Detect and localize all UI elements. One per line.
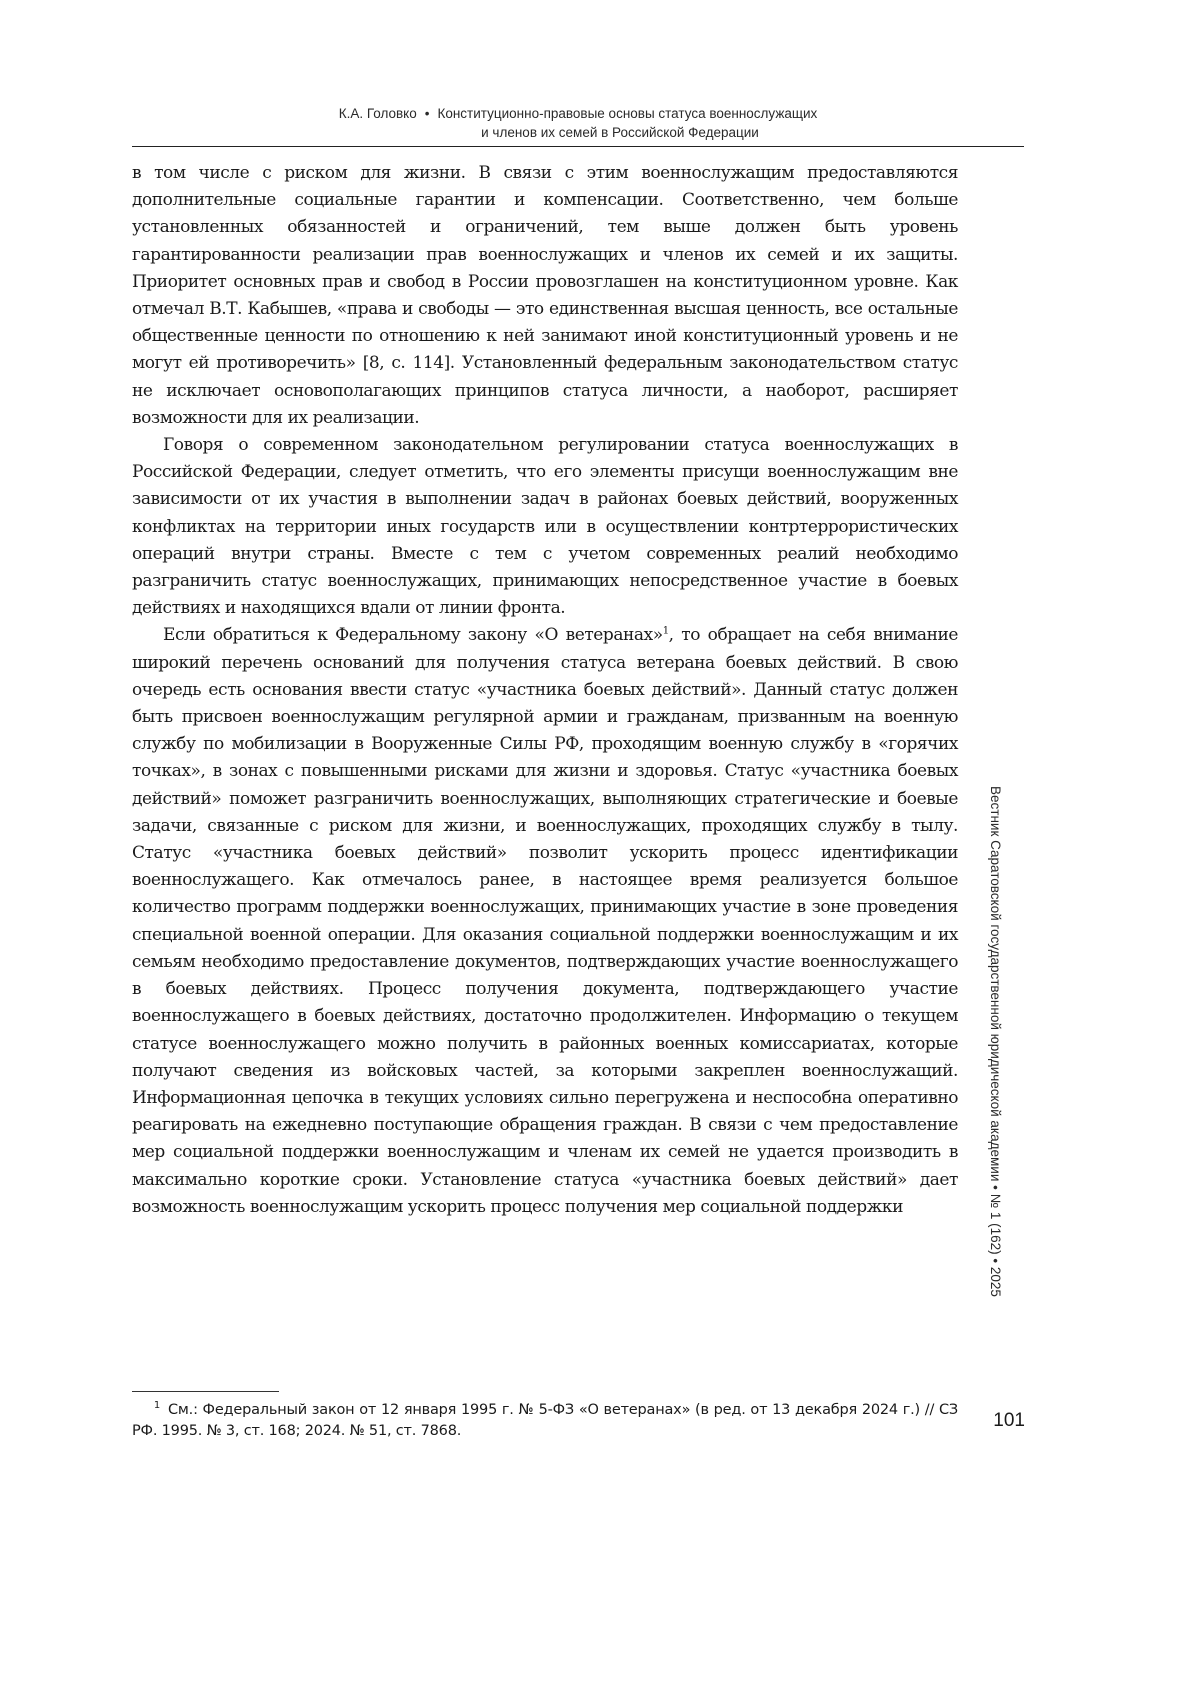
footnote-divider: [132, 1391, 279, 1392]
header-title-line-1: Конституционно-правовые основы статуса военнослужащих: [437, 106, 818, 121]
footnote: 1 См.: Федеральный закон от 12 января 1995 г. № 5-ФЗ «О ветеранах» (в ред. от 13 декабря 2024 г.) // СЗ РФ. 1995. № 3, ст. 168; 2024. № 51, ст. 7868.: [132, 1400, 958, 1439]
paragraph-3-rest: , то обращает на себя внимание широкий перечень оснований для получения статуса ветерана боевых действий. В свою очередь есть основания ввести статус «участника боевых действий». Данный статус должен быть присвоен военнослужащим регулярной армии и гражданам, призванным на военную службу по мобилизации в Вооруженные Силы РФ, проходящим военную службу в «горячих точках», в зонах с повышенными рисками для жизни и здоровья. Статус «участника боевых действий» поможет разграничить военнослужащих, выполняющих стратегические и боевые задачи, связанные с риском для жизни, и военнослужащих, проходящих службу в тылу. Статус «участника боевых действий» позволит ускорить процесс идентификации военнослужащего. Как отмечалось ранее, в настоящее время реализуется большое количество программ поддержки военнослужащих, принимающих участие в зоне проведения специальной военной операции. Для оказания социальной поддержки военнослужащим и их семьям необходимо предоставление документов, подтверждающих участие военнослужащего в боевых действиях. Процесс получения документа, подтверждающего участие военнослужащего в боевых действиях, достаточно продолжителен. Информацию о текущем статусе военнослужащего можно получить в районных военных комиссариатах, которые получают сведения из войсковых частей, за которыми закреплен военнослужащий. Информационная цепочка в текущих условиях сильно перегружена и неспособна оперативно реагировать на ежедневно поступающие обращения граждан. В связи с чем предоставление мер социальной поддержки военнослужащим и членам их семей не удается производить в максимально короткие сроки. Установление статуса «участника боевых действий» дает возможность военнослужащим ускорить процесс получения мер социальной поддержки: [132, 625, 958, 1217]
journal-side-title: Вестник Саратовской государственной юридической академии • № 1 (162) • 2025: [988, 786, 1003, 1297]
page-number: 101: [993, 1410, 1025, 1431]
body-paragraph-2: Говоря о современном законодательном регулировании статуса военнослужащих в Российской Федерации, следует отметить, что его элементы присущи военнослужащим вне зависимости от их участия в выполнении задач в районах боевых действий, вооруженных конфликтах на территории иных государств или в осуществлении контртеррористических операций внутри страны. Вместе с тем с учетом современных реалий необходимо разграничить статус военнослужащих, принимающих непосредственное участие в боевых действиях и находящихся вдали от линии фронта.: [132, 435, 958, 619]
body-paragraph-3: [132, 622, 958, 1220]
running-header: [132, 104, 1024, 142]
article-body: [132, 160, 958, 1221]
running-header-line-1: [132, 104, 1024, 123]
footnote-reference[interactable]: 1: [662, 625, 669, 637]
header-title-line-2: и членов их семей в Российской Федерации: [481, 125, 759, 140]
header-divider: [132, 146, 1024, 147]
header-bullet: •: [424, 106, 430, 121]
header-author: К.А. Головко: [338, 106, 417, 121]
paragraph-3-lead: Если обратиться к Федеральному закону «О ветеранах»: [163, 625, 663, 646]
body-paragraph-1: в том числе с риском для жизни. В связи с этим военнослужащим предоставляются дополнительные социальные гарантии и компенсации. Соответственно, чем больше установленных обязанностей и ограничений, тем выше должен быть уровень гарантированности реализации прав военнослужащих и членов их семей и их защиты. Приоритет основных прав и свобод в России провозглашен на конституционном уровне. Как отмечал В.Т. Кабышев, «права и свободы — это единственная высшая ценность, все остальные общественные ценности по отношению к ней занимают иной конституционный уровень и не могут ей противоречить» [8, с. 114]. Установленный федеральным законодательством статус не исключает основополагающих принципов статуса личности, а наоборот, расширяет возможности для их реализации.: [132, 163, 958, 428]
footnote-text: См.: Федеральный закон от 12 января 1995 г. № 5-ФЗ «О ветеранах» (в ред. от 13 декабря 2024 г.) // СЗ РФ. 1995. № 3, ст. 168; 2024. № 51, ст. 7868.: [132, 1402, 958, 1439]
